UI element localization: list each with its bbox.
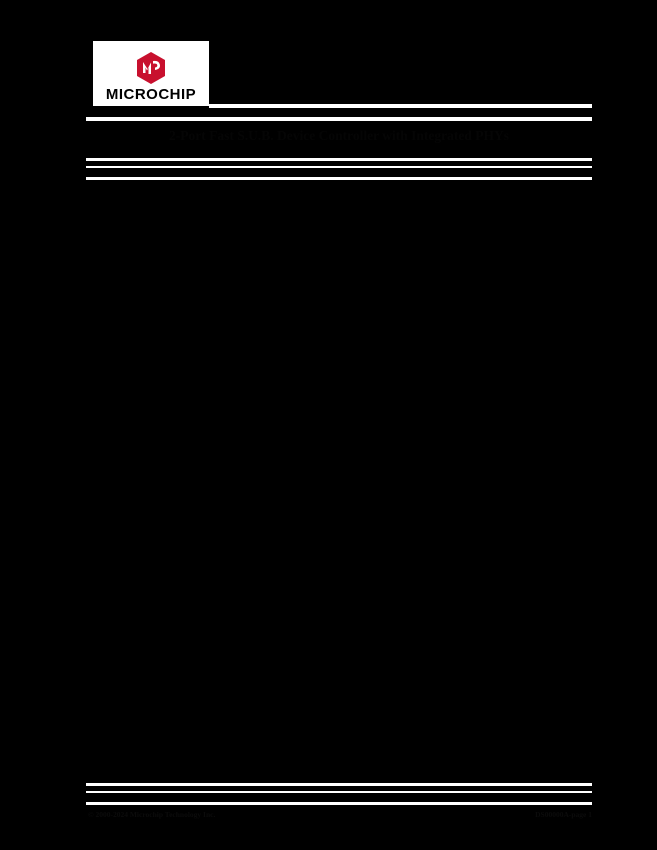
- header-rule-under-logo: [86, 117, 592, 121]
- title-rule-a: [86, 158, 592, 161]
- footer-copyright: © 2000-2024 Microchip Technology Inc.: [88, 810, 216, 819]
- footer-rule-b: [86, 791, 592, 793]
- title-rule-c: [86, 177, 592, 180]
- footer-page-number: DS00000A-page 1: [535, 810, 592, 819]
- footer-rule-c: [86, 802, 592, 805]
- title-rule-b: [86, 166, 592, 168]
- header-rule-top: [209, 104, 592, 108]
- logo-wordmark: MICROCHIP: [105, 86, 197, 103]
- microchip-logo-mark-icon: [124, 51, 178, 85]
- page-title: 2-Port Fast S.U.B. Device Controller with Integrated PHYs: [169, 128, 509, 143]
- logo-container: [93, 41, 209, 106]
- footer-rule-a: [86, 783, 592, 786]
- document-body: [86, 188, 592, 778]
